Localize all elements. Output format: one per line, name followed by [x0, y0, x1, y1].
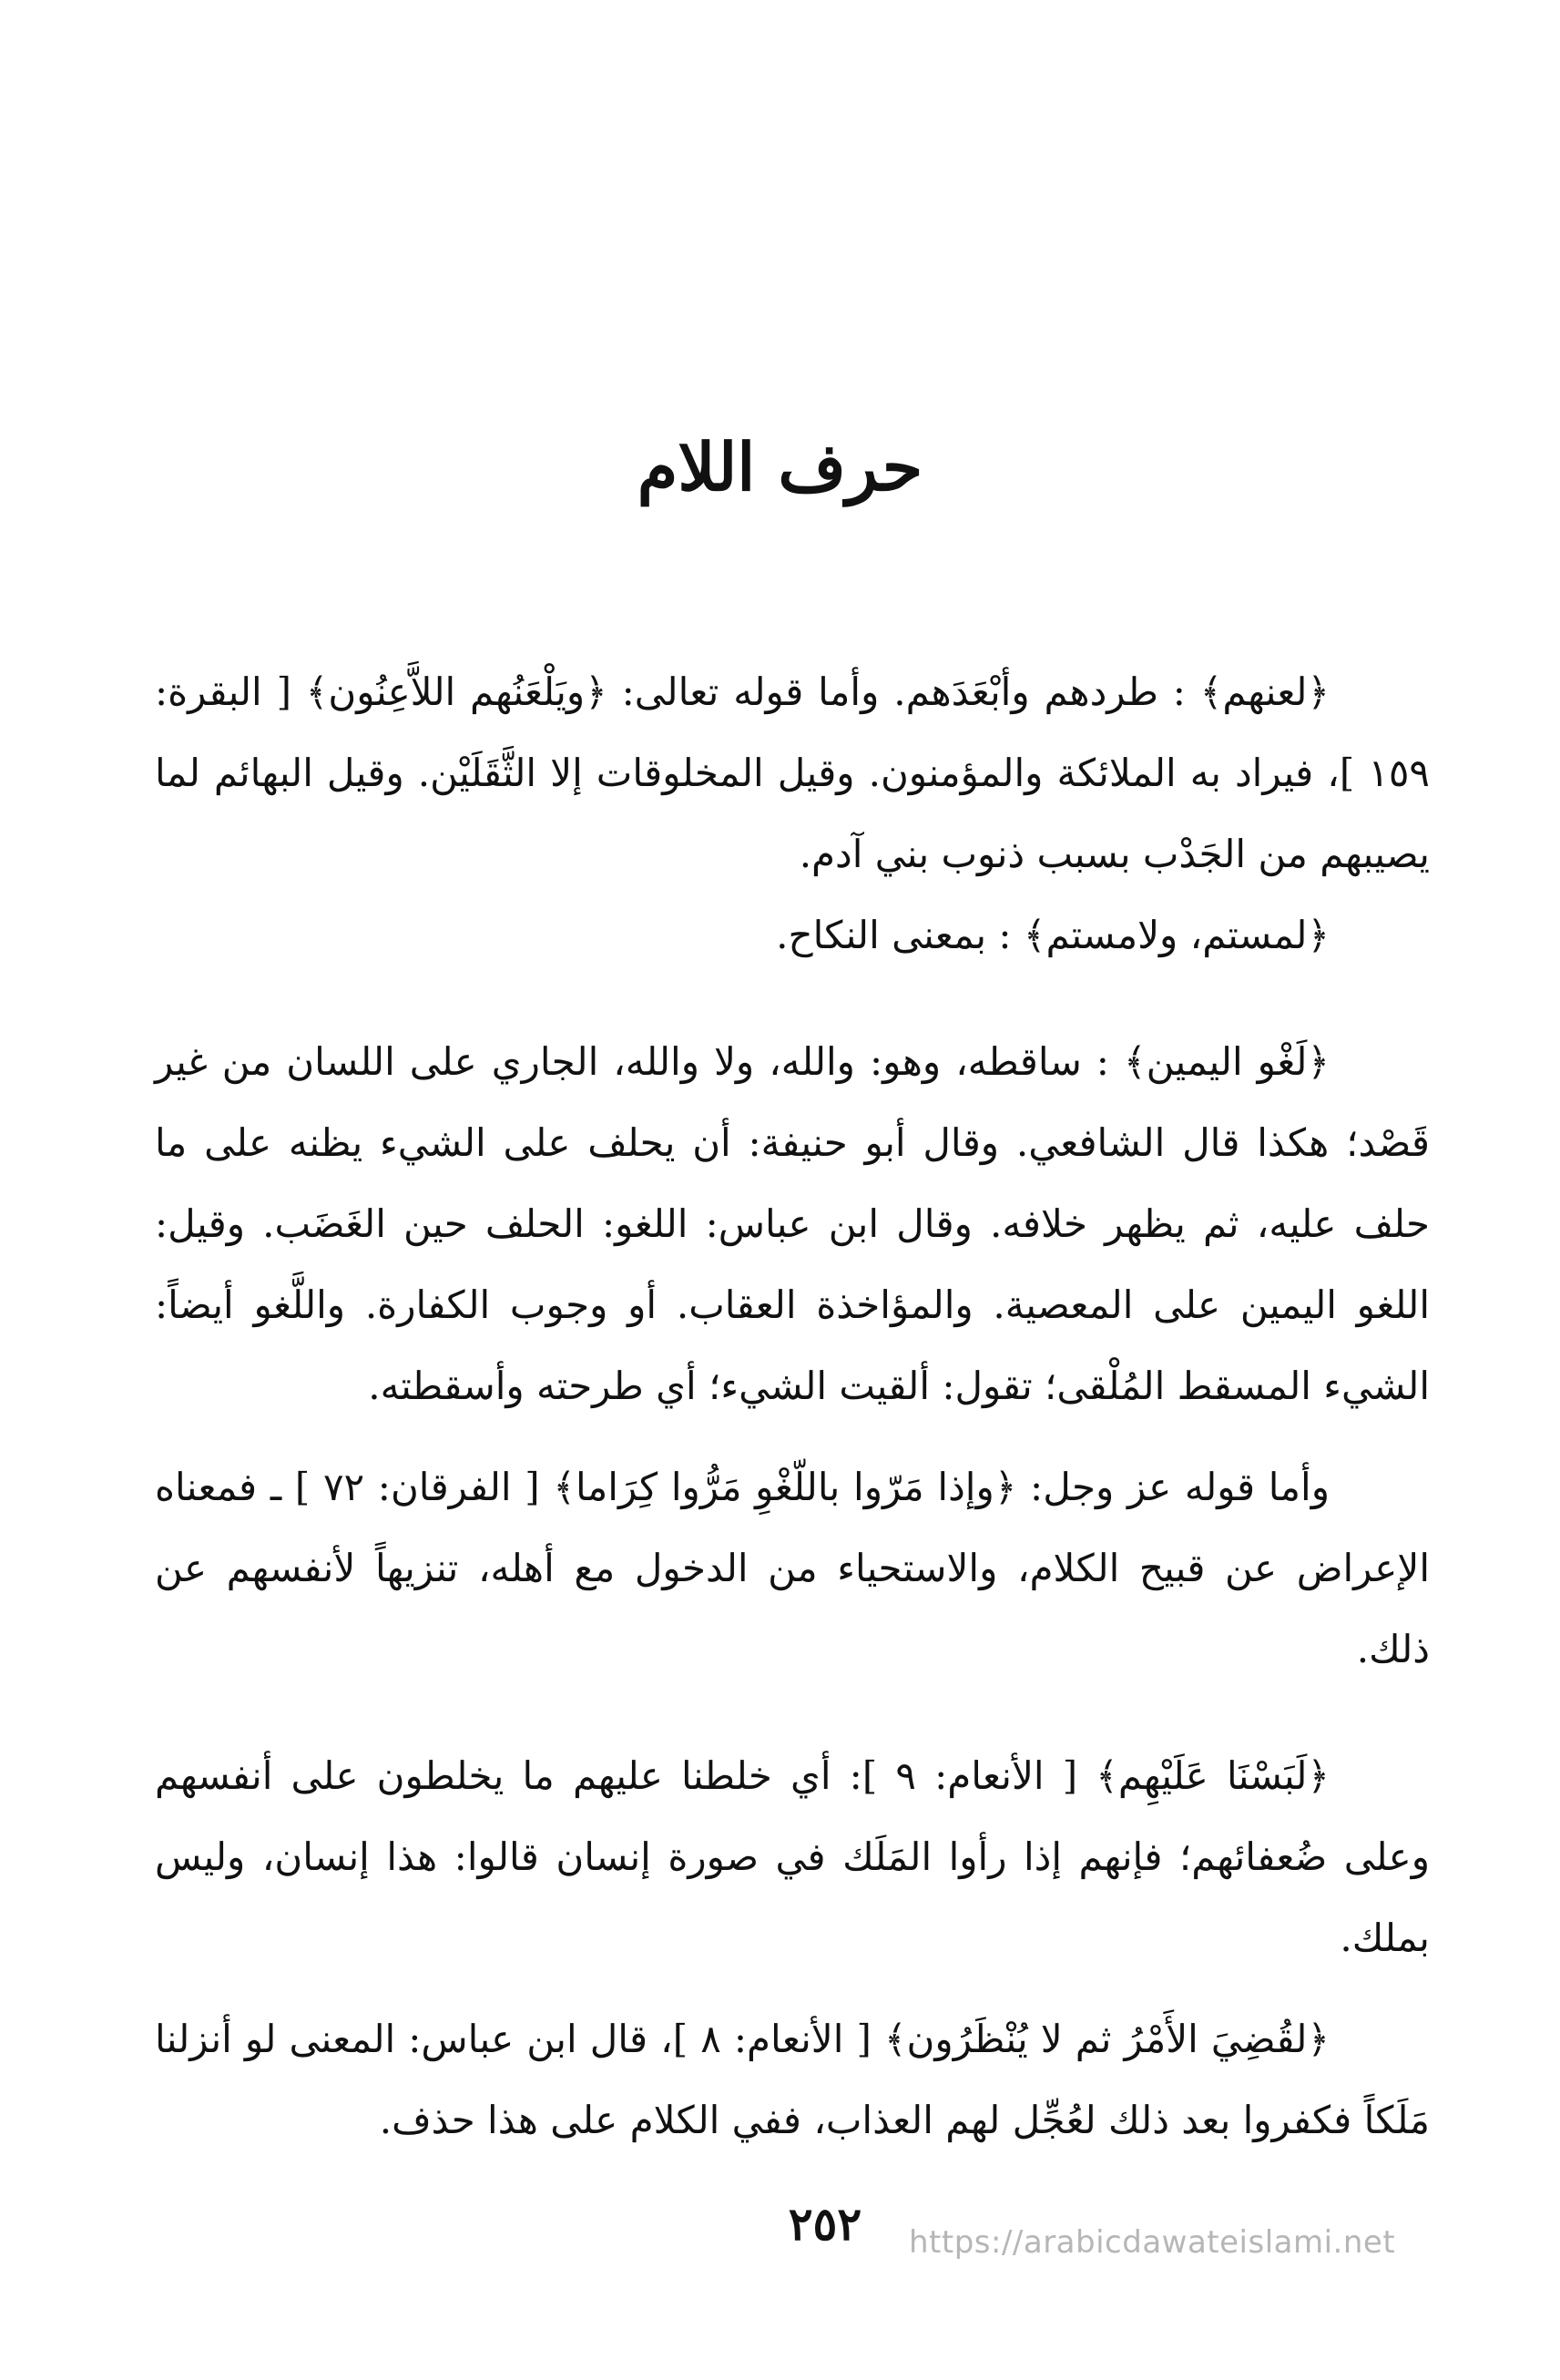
paragraph-laqudiya: ﴿لقُضِيَ الأَمْرُ ثم لا يُنْظَرُون﴾ [ الأنعام: ٨ ]، قال ابن عباس: المعنى لو أنزلنا مَلَكاً فكفروا بعد ذلك لعُجِّل لهم العذاب، ففي الكلام على هذا حذف.	[155, 2017, 1430, 2142]
watermark-url: https://arabicdawateislami.net	[909, 2224, 1396, 2261]
paragraph-labasna: ﴿لَبَسْنَا عَلَيْهِم﴾ [ الأنعام: ٩ ]: أي خلطنا عليهم ما يخلطون على أنفسهم وعلى ضُعفائهم؛ فإنهم إذا رأوا المَلَك في صورة إنسان قالوا: هذا إنسان، وليس بملك.	[155, 1753, 1430, 1960]
paragraph-laghw-alyamin: ﴿لَغْو اليمين﴾ : ساقطه، وهو: والله، ولا والله، الجاري على اللسان من غير قَصْد؛ هكذا قال الشافعي. وقال أبو حنيفة: أن يحلف على الشيء يظنه على ما حلف عليه، ثم يظهر خلافه. وقال ابن عباس: اللغو: الحلف حين الغَضَب. وقيل: اللغو اليمين على المعصية. والمؤاخذة العقاب. أو وجوب الكفارة. واللَّغو أيضاً: الشيء المسقط المُلْقى؛ تقول: ألقيت الشيء؛ أي طرحته وأسقطته.	[155, 1039, 1430, 1408]
page-body	[155, 651, 1430, 2160]
paragraph-marru-billaghw: وأما قوله عز وجل: ﴿وإذا مَرّوا باللّغْوِ مَرُّوا كِرَاما﴾ [ الفرقان: ٧٢ ] ـ فمعناه الإعراض عن قبيح الكلام، والاستحياء من الدخول مع أهله، تنزيهاً لأنفسهم عن ذلك.	[155, 1465, 1430, 1671]
paragraph-laanahum: ﴿لعنهم﴾ : طردهم وأبْعَدَهم. وأما قوله تعالى: ﴿ويَلْعَنُهم اللاَّعِنُون﴾ [ البقرة: ١٥٩ ]، فيراد به الملائكة والمؤمنون. وقيل المخلوقات إلا الثَّقَلَيْن. وقيل البهائم لما يصيبهم من الجَدْب بسبب ذنوب بني آدم.	[155, 669, 1430, 876]
paragraph-lamastum: ﴿لمستم، ولامستم﴾ : بمعنى النكاح.	[776, 913, 1330, 957]
page-number: ٢٥٢	[788, 2197, 862, 2251]
chapter-title: حرف اللام	[637, 428, 923, 506]
